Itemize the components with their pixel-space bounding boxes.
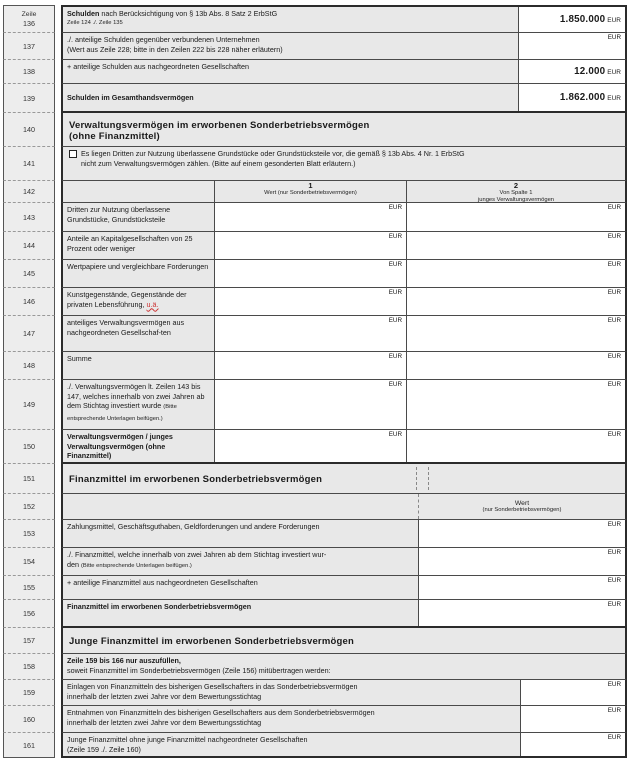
form-row — [3, 60, 627, 84]
value-input-cell-col2[interactable] — [407, 380, 625, 429]
checkbox[interactable] — [69, 150, 77, 158]
row-number: 148 — [3, 352, 55, 380]
row-number: 146 — [3, 288, 55, 316]
value-input-cell[interactable] — [418, 576, 625, 599]
value-input-cell-col1[interactable] — [215, 316, 407, 351]
form-row — [3, 181, 627, 203]
currency-label: EUR — [607, 381, 621, 388]
form-row — [3, 430, 627, 464]
row-label: Verwaltungsvermögen / junges Verwaltungsvermögen (ohne Finanzmittel) — [63, 430, 215, 462]
row-number: 139 — [3, 84, 55, 113]
row-label: Kunstgegenstände, Gegenstände der privaten Lebensführung, u.ä. — [63, 288, 215, 315]
amount-value: 12.000 — [574, 66, 606, 77]
form-row — [3, 352, 627, 380]
form-row — [3, 733, 627, 758]
currency-label: EUR — [388, 317, 402, 324]
value-input-cell-col1[interactable] — [215, 380, 407, 429]
row-number: 160 — [3, 706, 55, 733]
spellcheck-marked-text: u.ä. — [146, 299, 159, 309]
row-label: ./. Verwaltungsvermögen lt. Zeilen 143 bis 147, welches innerhalb von zwei Jahren ab dem Stichtag investiert wurde (Bitte entsprechende Unterlagen beifügen.) — [63, 380, 215, 429]
currency-label: EUR — [607, 34, 621, 41]
column-divider-dashed — [428, 467, 429, 490]
row-number: 155 — [3, 576, 55, 600]
section-header: Verwaltungsvermögen im erworbenen Sonderbetriebsvermögen (ohne Finanzmittel) — [69, 119, 370, 142]
row-sublabel: Zeile 124 ./. Zeile 135 — [67, 19, 123, 26]
currency-label: EUR — [607, 261, 621, 268]
value-input-cell[interactable] — [418, 600, 625, 626]
form-row — [3, 84, 627, 113]
row-number: 149 — [3, 380, 55, 430]
value-input-cell-col2[interactable] — [407, 316, 625, 351]
row-label: Zeile 159 bis 166 nur auszufüllen, soweit Finanzmittel im Sonderbetriebsvermögen (Zeile 156) mitübertragen werden: — [67, 656, 331, 675]
empty-label-cell — [63, 181, 215, 202]
row-number: 145 — [3, 260, 55, 288]
currency-label: EUR — [607, 289, 621, 296]
row-label: Einlagen von Finanzmitteln des bisherigen Gesellschafters in das Sonderbetriebsvermögen innerhalb der letzten zwei Jahre vor dem Bewertungsstichtag — [67, 682, 358, 701]
form-row — [3, 706, 627, 733]
row-label: Schulden im Gesamthandsvermögen — [67, 93, 194, 103]
form-row — [3, 548, 627, 576]
row-number: Zeile 136 — [3, 5, 55, 33]
value-input-cell[interactable] — [520, 680, 625, 705]
currency-label: EUR — [607, 95, 621, 102]
value-input-cell-col1[interactable] — [215, 232, 407, 259]
currency-label: EUR — [607, 681, 621, 688]
row-number: 158 — [3, 654, 55, 680]
value-input-cell[interactable] — [418, 520, 625, 547]
form-row — [3, 288, 627, 316]
zeile-label: Zeile — [21, 10, 37, 18]
value-column-header: Wert (nur Sonderbetriebsvermögen) — [418, 494, 625, 519]
form-row — [3, 680, 627, 706]
value-input-cell-col2[interactable] — [407, 352, 625, 379]
form-row — [3, 520, 627, 548]
row-number: 140 — [3, 113, 55, 147]
row-number: 142 — [3, 181, 55, 203]
row-number: 147 — [3, 316, 55, 352]
form-row — [3, 5, 627, 33]
row-label: Anteile an Kapitalgesellschaften von 25 Prozent oder weniger — [63, 232, 215, 259]
value-input-cell-col1[interactable] — [215, 430, 407, 462]
form-row — [3, 316, 627, 352]
currency-label: EUR — [388, 353, 402, 360]
currency-label: EUR — [388, 431, 402, 438]
amount-value: 1.850.000 — [559, 14, 606, 25]
section-header: Finanzmittel im erworbenen Sonderbetriebsvermögen — [69, 474, 323, 485]
form-row — [3, 203, 627, 232]
currency-label: EUR — [607, 707, 621, 714]
value-input-cell-col1[interactable] — [215, 260, 407, 287]
row-number: 141 — [3, 147, 55, 181]
value-input-cell-col2[interactable] — [407, 288, 625, 315]
currency-label: EUR — [607, 17, 621, 24]
row-number: 144 — [3, 232, 55, 260]
row-label: Junge Finanzmittel ohne junge Finanzmittel nachgeordneter Gesellschaften (Zeile 159 ./. Zeile 160) — [67, 735, 308, 754]
form-row — [3, 628, 627, 654]
value-input-cell-col1[interactable] — [215, 352, 407, 379]
currency-label: EUR — [607, 204, 621, 211]
amount-cell[interactable] — [518, 60, 625, 83]
value-input-cell-col1[interactable] — [215, 288, 407, 315]
row-label: Finanzmittel im erworbenen Sonderbetriebsvermögen — [67, 602, 252, 611]
row-label: + anteilige Schulden aus nachgeordneten Gesellschaften — [67, 62, 250, 71]
form-row — [3, 494, 627, 520]
row-label: Wertpapiere und vergleichbare Forderungen — [63, 260, 215, 287]
form-row — [3, 576, 627, 600]
section-header: Junge Finanzmittel im erworbenen Sonderbetriebsvermögen — [69, 636, 354, 647]
currency-label: EUR — [607, 549, 621, 556]
form-table — [3, 5, 627, 758]
amount-value: 1.862.000 — [559, 92, 606, 103]
value-input-cell-col2[interactable] — [407, 203, 625, 231]
row-number: 154 — [3, 548, 55, 576]
row-label: Summe — [63, 352, 215, 379]
form-row — [3, 600, 627, 628]
row-number: 157 — [3, 628, 55, 654]
value-input-cell-col2[interactable] — [407, 430, 625, 462]
row-label: + anteilige Finanzmittel aus nachgeordneten Gesellschaften — [67, 578, 258, 587]
row-number: 143 — [3, 203, 55, 232]
currency-label: EUR — [607, 353, 621, 360]
checkbox-label: Es liegen Dritten zur Nutzung überlassene Grundstücke oder Grundstücksteile vor, die gemäß § 13b Abs. 4 Nr. 1 ErbStG nicht zum Verwaltungsvermögen zählen. (Bitte auf einem gesonderten Blatt erläutern.) — [81, 149, 465, 168]
row-label: Entnahmen von Finanzmitteln des bisherigen Gesellschafters aus dem Sonderbetriebsvermögen innerhalb der letzten zwei Jahre vor dem Bewertungsstichtag — [67, 708, 375, 727]
value-input-cell[interactable] — [520, 733, 625, 756]
row-number: 153 — [3, 520, 55, 548]
currency-label: EUR — [607, 69, 621, 76]
row-number: 161 — [3, 733, 55, 758]
currency-label: EUR — [388, 381, 402, 388]
row-number: 137 — [3, 33, 55, 60]
currency-label: EUR — [388, 204, 402, 211]
row-label: anteiliges Verwaltungsvermögen aus nachgeordneten Gesellschaf-ten — [63, 316, 215, 351]
row-number: 138 — [3, 60, 55, 84]
currency-label: EUR — [607, 734, 621, 741]
amount-cell[interactable] — [518, 7, 625, 32]
value-input-cell[interactable] — [518, 33, 625, 59]
column2-header: 2 Von Spalte 1 junges Verwaltungsvermögen — [407, 181, 625, 202]
currency-label: EUR — [607, 431, 621, 438]
value-input-cell-col1[interactable] — [215, 203, 407, 231]
form-row — [3, 33, 627, 60]
form-row — [3, 464, 627, 494]
row-number: 152 — [3, 494, 55, 520]
currency-label: EUR — [388, 289, 402, 296]
form-row — [3, 232, 627, 260]
currency-label: EUR — [607, 577, 621, 584]
row-number: 150 — [3, 430, 55, 464]
column-divider-dashed — [416, 467, 417, 490]
currency-label: EUR — [607, 233, 621, 240]
value-input-cell-col2[interactable] — [407, 232, 625, 259]
currency-label: EUR — [607, 601, 621, 608]
currency-label: EUR — [607, 317, 621, 324]
currency-label: EUR — [388, 261, 402, 268]
currency-label: EUR — [607, 521, 621, 528]
row-label: Dritten zur Nutzung überlassene Grundstücke, Grundstücksteile — [63, 203, 215, 231]
row-number: 156 — [3, 600, 55, 628]
row-label: Schulden nach Berücksichtigung von § 13b Abs. 8 Satz 2 ErbStG Zeile 124 ./. Zeile 135 — [63, 7, 518, 32]
form-row — [3, 380, 627, 430]
row-number: 151 — [3, 464, 55, 494]
amount-cell[interactable] — [518, 84, 625, 111]
row-label: ./. Finanzmittel, welche innerhalb von zwei Jahren ab dem Stichtag investiert wur- den (Bitte entsprechende Unterlagen beifügen.) — [67, 550, 327, 569]
form-row — [3, 654, 627, 680]
form-row — [3, 147, 627, 181]
currency-label: EUR — [388, 233, 402, 240]
row-label: ./. anteilige Schulden gegenüber verbundenen Unternehmen (Wert aus Zeile 228; bitte in den Zeilen 222 bis 228 näher erläutern) — [67, 35, 283, 54]
row-number: 159 — [3, 680, 55, 706]
form-row — [3, 113, 627, 147]
column1-header: 1 Wert (nur Sonderbetriebsvermögen) — [215, 181, 407, 202]
row-label: Zahlungsmittel, Geschäftsguthaben, Geldforderungen und andere Forderungen — [67, 522, 320, 531]
value-input-cell-col2[interactable] — [407, 260, 625, 287]
form-row — [3, 260, 627, 288]
value-input-cell[interactable] — [418, 548, 625, 575]
value-input-cell[interactable] — [520, 706, 625, 732]
